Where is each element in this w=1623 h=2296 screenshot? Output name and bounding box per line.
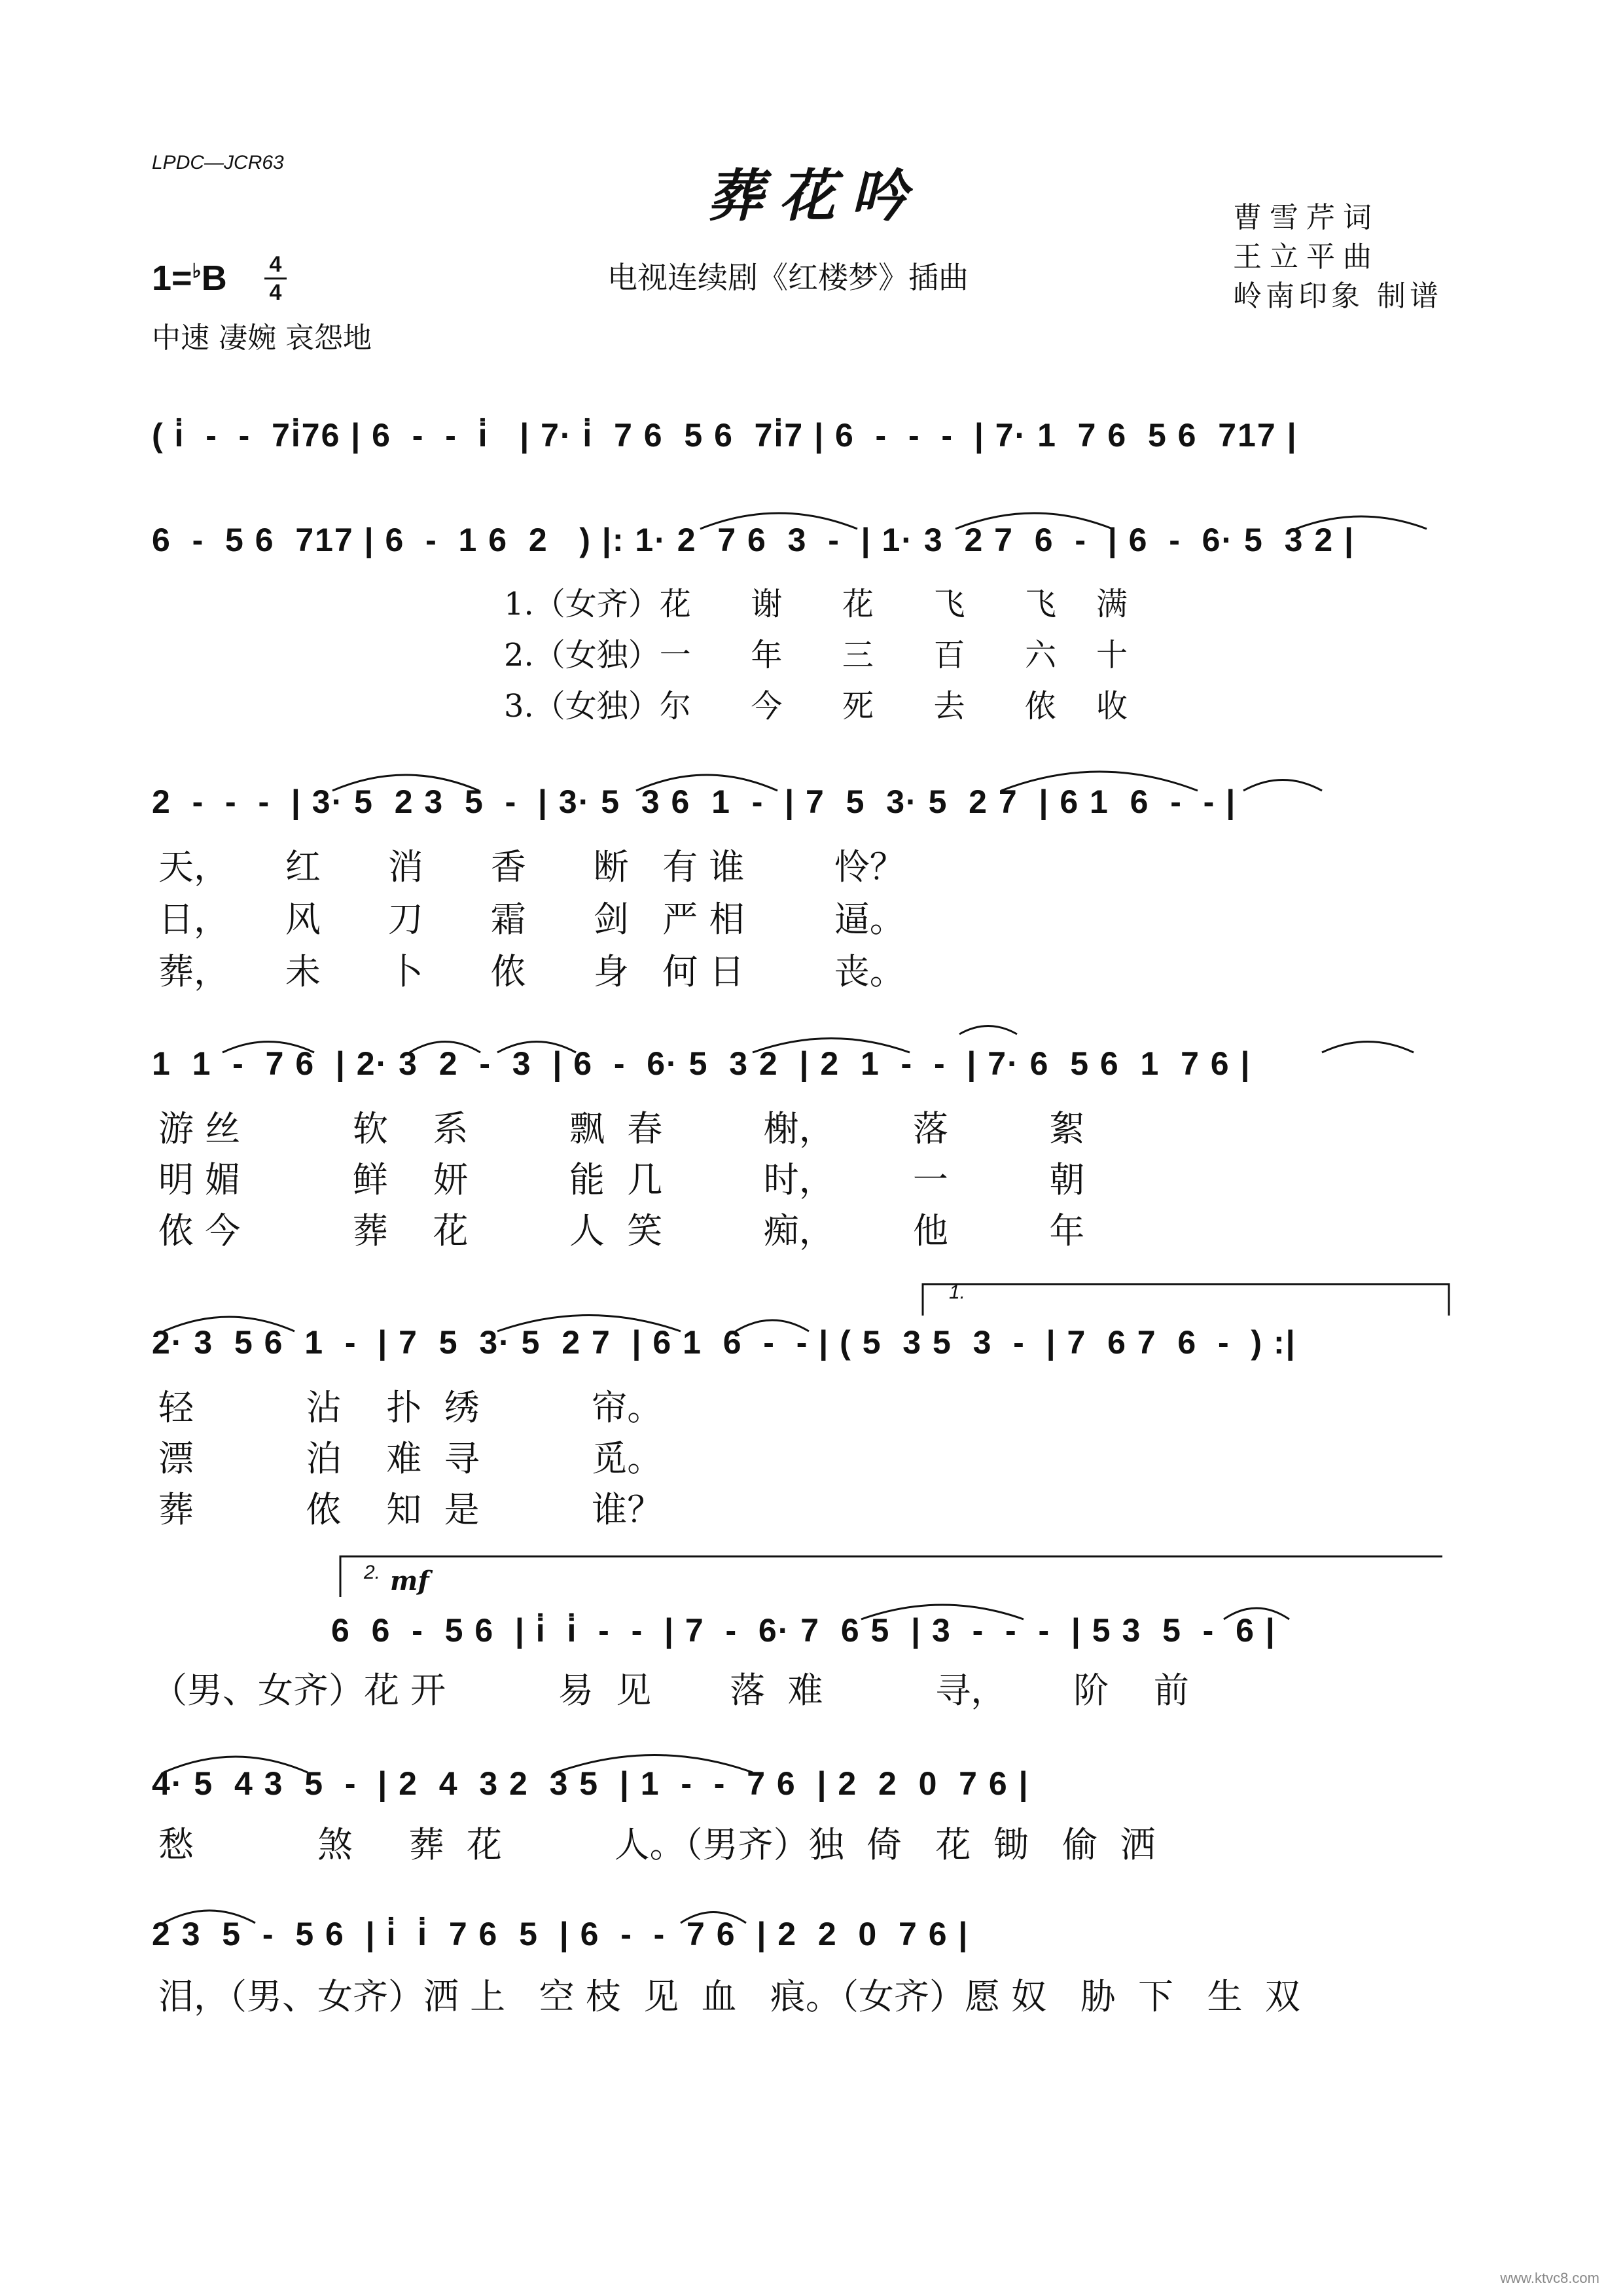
score-line-2 [152,521,1474,559]
lyric-verse-1: 轻 沾 扑 绣 帘。 [158,1387,663,1428]
lyric-line: 泪，（男、女齐）洒 上 空 枝 见 血 痕。（女齐）愿 奴 胁 下 生 双 [158,1976,1300,2017]
first-ending-bracket [923,1284,1449,1316]
song-title: 葬花吟 [707,163,923,229]
site-watermark: www.ktvc8.com [1500,2270,1599,2286]
second-ending-label: 2. [364,1562,381,1583]
lyricist-credit: 曹雪芹词 [1233,201,1380,234]
lyric-verse-1: 游 丝 软 系 飘 春 榭， 落 絮 [158,1108,1085,1149]
meter-top: 4 [269,252,282,277]
notation-line: 2· 3 5 6 1 - | 7 5 3· 5 2 7 | 6 1 6 - - | ( 5 3 5 3 - | 7 6 7 6 - ) :| [152,1324,1296,1361]
song-subtitle: 电视连续剧《红楼梦》插曲 [607,260,969,295]
lyric-verse-3: 葬， 未 卜 侬 身 何 日 丧。 [158,951,905,992]
key-prefix: 1= [152,259,192,298]
notation-line: 6 - 5 6 717 | 6 - 1 6 2 ) |: 1· 2 7 6 3 - | 1· 3 2 7 6 - | 6 - 6· 5 3 2 | [152,522,1355,558]
score-line-5 [152,1323,1474,1361]
slur [959,1026,1017,1035]
notation-line: 6 6 - 5 6 | i̇ i̇ - - | 7 - 6· 7 6 5 | 3 - - - | 5 3 5 - 6 | [331,1612,1276,1649]
lyric-verse-2: 明 媚 鲜 妍 能 几 时， 一 朝 [158,1159,1085,1200]
second-ending-bracket [340,1556,1442,1597]
score-line-8 [152,1915,1474,1953]
lyric-verse-3: 葬 侬 知 是 谁？ [158,1489,663,1530]
arranger-credit: 岭南印象 制谱 [1233,279,1442,313]
key-letter: B [201,259,227,298]
notation-line: ( i̇ - - 7i̇76 | 6 - - i̇ | 7· i̇ 7 6 5 6 7i̇7 | 6 - - - | 7· 1 7 6 5 6 717 | [152,417,1298,454]
lyric-verse-1: 天， 红 消 香 断 有 谁 怜？ [158,846,905,888]
lyric-verse-2: 2.（女独）一 年 三 百 六 十 [504,637,1128,673]
notation-line: 4· 5 4 3 5 - | 2 4 3 2 3 5 | 1 - - 7 6 | 2 2 0 7 6 | [152,1765,1029,1802]
score-code: LPDC—JCR63 [152,152,284,173]
score-line-1 [152,416,1474,454]
score-line-4 [152,1045,1474,1083]
notation-line: 2 3 5 - 5 6 | i̇ i̇ 7 6 5 | 6 - - 7 6 | 2 2 0 7 6 | [152,1916,969,1952]
dynamic-marking: mf [390,1566,429,1596]
meter-bottom: 4 [269,280,282,305]
lyric-verse-1: 1.（女齐）花 谢 花 飞 飞 满 [504,586,1128,622]
score-line-3 [152,783,1474,821]
notation-line: 2 - - - | 3· 5 2 3 5 - | 3· 5 3 6 1 - | 7 5 3· 5 2 7 | 6 1 6 - - | [152,783,1237,820]
score-line-7 [152,1765,1474,1803]
flat-sign-icon: ♭ [192,260,202,282]
lyric-verse-3: 3.（女独）尔 今 死 去 侬 收 [504,688,1128,725]
lyric-verse-2: 漂 泊 难 寻 觅。 [158,1438,663,1479]
key-signature [152,258,227,298]
first-ending-label: 1. [949,1282,966,1303]
lyric-line: （男、女齐）花 开 易 见 落 难 寻， 阶 前 [152,1670,1189,1711]
notation-line: 1 1 - 7 6 | 2· 3 2 - 3 | 6 - 6· 5 3 2 | 2 1 - - | 7· 6 5 6 1 7 6 | [152,1045,1251,1082]
tempo-marking: 中速 凄婉 哀怨地 [152,321,372,355]
score-line-6 [331,1611,1483,1649]
time-signature [264,253,287,304]
lyric-verse-2: 日， 风 刀 霜 剑 严 相 逼。 [158,899,905,940]
meter-divider [264,278,287,279]
lyric-verse-3: 侬 今 葬 花 人 笑 痴， 他 年 [158,1210,1085,1251]
lyric-line: 愁 煞 葬 花 人。（男齐）独 倚 花 锄 偷 洒 [158,1824,1156,1865]
composer-credit: 王立平曲 [1233,240,1380,274]
